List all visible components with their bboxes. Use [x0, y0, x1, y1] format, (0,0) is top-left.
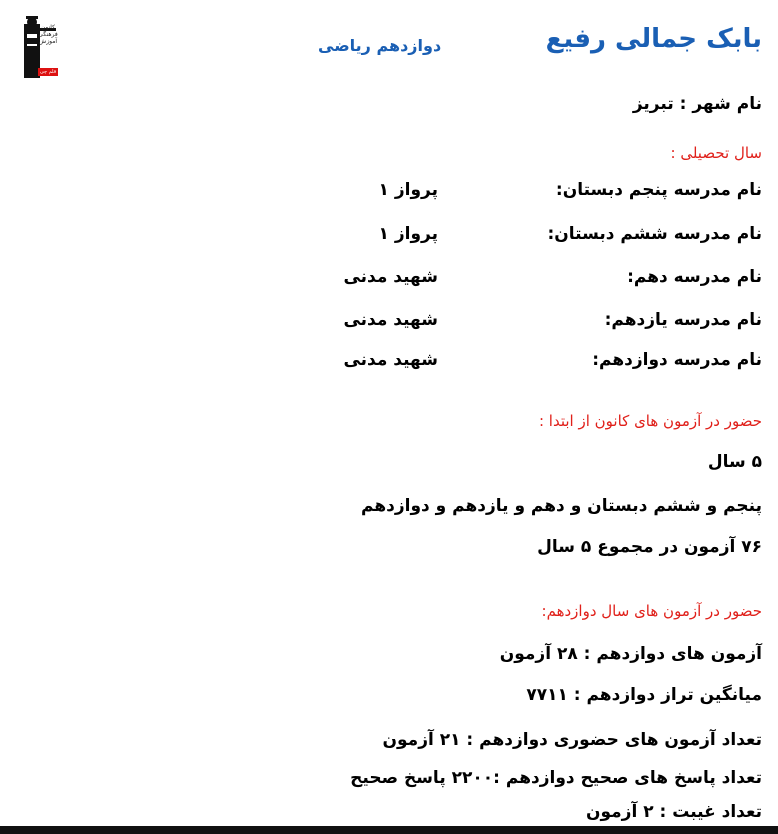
logo-text: کانون فرهنگی آموزش: [38, 24, 58, 45]
attendance-total: ۷۶ آزمون در مجموع ۵ سال: [537, 537, 762, 557]
grade12-average: میانگین تراز دوازدهم : ۷۷۱۱: [526, 685, 762, 705]
grade12-heading: حضور در آزمون های سال دوازدهم:: [541, 602, 762, 620]
school-value-10th: شهید مدنی: [343, 267, 438, 287]
school-label-11th: نام مدرسه یازدهم:: [604, 310, 762, 330]
school-value-11th: شهید مدنی: [343, 310, 438, 330]
student-name: بابک جمالی رفیع: [545, 24, 762, 54]
school-value-5th: پرواز ۱: [378, 180, 438, 200]
school-label-10th: نام مدرسه دهم:: [627, 267, 762, 287]
education-heading: سال تحصیلی :: [670, 144, 762, 162]
attendance-grades: پنجم و ششم دبستان و دهم و یازدهم و دوازدهم: [360, 496, 762, 516]
attendance-heading: حضور در آزمون های کانون از ابتدا :: [538, 412, 762, 430]
attendance-years: ۵ سال: [707, 452, 762, 472]
school-value-6th: پرواز ۱: [378, 224, 438, 244]
city-line: نام شهر : تبریز: [632, 94, 762, 114]
school-label-5th: نام مدرسه پنجم دبستان:: [555, 180, 762, 200]
logo-badge: قلم چی: [39, 69, 57, 75]
bottom-border: [0, 826, 778, 834]
school-value-12th: شهید مدنی: [343, 350, 438, 370]
grade12-absences: تعداد غیبت : ۲ آزمون: [585, 802, 762, 822]
school-label-12th: نام مدرسه دوازدهم:: [592, 350, 762, 370]
grade12-exams: آزمون های دوازدهم : ۲۸ آزمون: [499, 644, 762, 664]
grade12-correct-answers: تعداد پاسخ های صحیح دوازدهم :۲۲۰۰ پاسخ صحیح: [350, 768, 762, 788]
grade12-in-person: تعداد آزمون های حضوری دوازدهم : ۲۱ آزمون: [382, 730, 762, 750]
field-of-study: دوازدهم ریاضی: [318, 36, 442, 55]
school-label-6th: نام مدرسه ششم دبستان:: [547, 224, 762, 244]
